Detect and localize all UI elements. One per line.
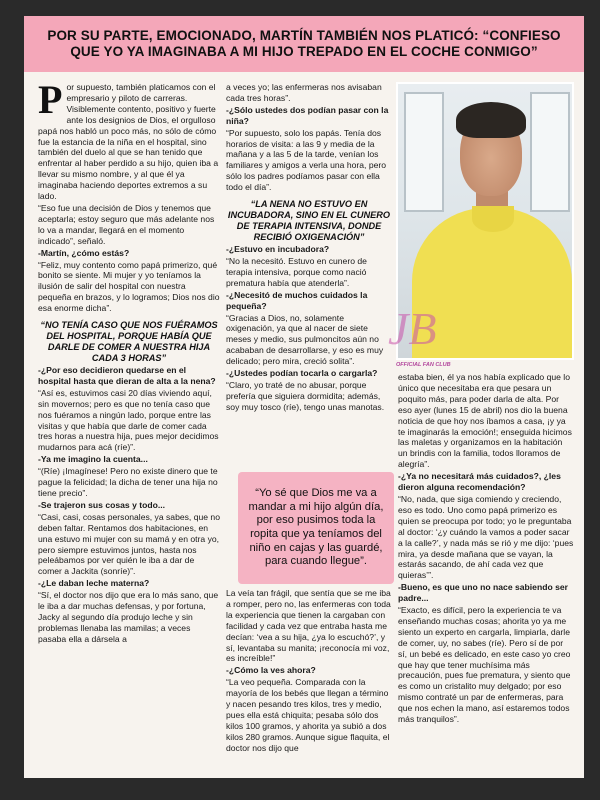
hair-shape [456, 102, 526, 138]
paragraph: “Eso fue una decisión de Dios y tenemos que aceptarla; estoy seguro que más adelante nos lo va a mandar, llegará en el momento indicado”, señaló. [38, 202, 215, 246]
question: -¿Ustedes podían tocarla o cargarla? [226, 368, 378, 379]
drop-cap: P [38, 77, 63, 122]
article-headline: POR SU PARTE, EMOCIONADO, MARTÍN TAMBIÉN NOS PLATICÓ: “CONFIESO QUE YO YA IMAGINABA A MI HIJO TREPADO EN EL COCHE CONMIGO” [47, 28, 561, 59]
question: -Ya me imagino la cuenta... [38, 454, 148, 465]
answer: a veces yo; las enfermeras nos avisaban cada tres horas”. [226, 82, 382, 103]
question: -¿Necesitó de muchos cuidados la pequeña? [226, 289, 368, 311]
highlight-quote: “Yo sé que Dios me va a mandar a mi hijo algún día, por eso pusimos toda la ropita que ya teníamos del niño en cajas y las guardé, para cuando llegue”. [248, 487, 384, 568]
answer: “No la necesitó. Estuvo en cunero de terapia intensiva, porque como nació prematura había que atenderla”. [226, 255, 367, 288]
column-1 [38, 77, 220, 646]
question: -¿Cómo la ves ahora? [226, 665, 316, 676]
answer: “Feliz, muy contento como papá primerizo, qué bonito se siente. Mi mujer y yo teníamos la ilusión de salir del hospital con nuestra pequeña en brazos, y lo logramos; Dios nos dio esa enorme dicha”. [38, 259, 220, 314]
jb-watermark-logo: JB [388, 303, 437, 354]
answer: “La veo pequeña. Comparada con la mayoría de los bebés que llegan a término y nacen pesando tres kilos, tres y medio, pues ella está chiquita; pesaba sólo dos kilos 100 gramos, y ahorita ya subió a dos kilos 280 gramos. Aunque sigue flaquita, el doctor nos dijo que [226, 677, 390, 753]
answer: “Casi, casi, cosas personales, ya sabes, que no deben faltar. Rentamos dos habitaciones, en una estuvo mi mujer con su mamá y en otra yo, pero siempre estuvimos juntos, hasta nos peleábamos por ver quién le iba a dar de comer a Jackita (sonríe)”. [38, 511, 220, 577]
answer: “Sí, el doctor nos dijo que era lo más sano, que le iba a dar muchas defensas, y por fortuna, Jacky al segundo día produjo leche y sin problemas llenaba las mamilas; a veces pasaba ella a dársela a [38, 590, 219, 644]
question: -Martín, ¿cómo estás? [38, 247, 130, 258]
question: -¿Sólo ustedes dos podían pasar con la niña? [226, 104, 389, 126]
question: -¿Por eso decidieron quedarse en el hospital hasta que dieran de alta a la nena? [38, 365, 216, 386]
window-shape [404, 92, 444, 212]
answer: “Claro, yo traté de no abusar, porque prefería que siguiera dormidita; además, soy muy tosco (ríe), tengo unas manotas. [226, 379, 385, 412]
fan-club-watermark: OFFICIAL FAN CLUB [396, 362, 451, 368]
column-2-bottom [226, 588, 392, 755]
pull-quote: “NO TENÍA CASO QUE NOS FUÉRAMOS DEL HOSPITAL, PORQUE HABÍA QUE DARLE DE COMER A NUESTRA HIJA CADA 3 HORAS” [40, 320, 218, 364]
question: -¿Ya no necesitará más cuidados?, ¿les dieron alguna recomendación? [398, 471, 561, 493]
answer: La veía tan frágil, que sentía que se me iba a romper, pero no, las enfermeras con toda la experiencia que tienen la cargaban con facilidad y cada vez que entraba hasta me decían: ‘vea a su hija, ¿ya lo escuchó?’, y sí, levantaba su manita; ¡reconocía mi voz, es increíble!” [226, 588, 391, 664]
answer: “Gracias a Dios, no, solamente oxigenación, ya que al nacer de siete meses y medio, sus pulmoncitos aún no acababan de desarrollarse, y eso es muy delicado; pero mira, creció solita”. [226, 312, 384, 367]
intro-paragraph: Por supuesto, también platicamos con el empresario y piloto de carreras. Visiblemente contento, positivo y fuerte ante los designios de Dios, el orgulloso papá nos habló un poco más, no sólo de cómo fue la estancia de la niña en el hospital, sino también del duelo al que se han tenido que enfrentar al haber perdido a su hijo, quien iba a llevar su mismo nombre, y al que él ya imaginaba haciendo deportes extremos a su lado. [38, 77, 219, 202]
column-3 [398, 372, 574, 726]
answer: “(Ríe) ¡Imagínese! Pero no existe dinero que te pague la felicidad; la dicha de tener una hija no tiene precio”. [38, 466, 218, 498]
window-shape [530, 92, 570, 212]
collar-shape [472, 206, 514, 232]
pull-quote: “LA NENA NO ESTUVO EN INCUBADORA, SINO EN EL CUNERO DE TERAPIA INTENSIVA, DONDE RECIBIÓ OXIGENACIÓN” [227, 199, 391, 243]
magazine-page [24, 16, 584, 778]
question: -¿Estuvo en incubadora? [226, 244, 330, 255]
header-band [24, 16, 584, 72]
answer: “Así es, estuvimos casi 20 días viviendo aquí, sin movernos; pero es que no tenía caso que nos fuéramos a ningún lado, porque entre las visitas y que había que darle de comer cada tres horas a nuestra hija, pues mejor decidimos mudarnos para acá (ríe)”. [38, 387, 219, 453]
question: -Bueno, es que uno no nace sabiendo ser padre... [398, 582, 568, 604]
question: -¿Le daban leche materna? [38, 578, 150, 589]
answer: “Exacto, es difícil, pero la experiencia te va enseñando muchas cosas; ahorita yo ya me siento un experto en cargarla, limpiarla, darle de comer, uy, no sabes (ríe). Pero sí de por sí, un bebé es delicado, en este caso yo creo que hay que tener muchísima más precaución, pues fue prematura, y siento que es como un cristalito muy delgado; por eso mismo contraté un par de enfermeras, para que nos echen la mano, así estaremos todos más tranquilos”. [398, 605, 571, 725]
highlight-quote-box [238, 472, 394, 584]
column-2 [226, 82, 392, 414]
answer: “No, nada, que siga comiendo y creciendo, eso es todo. Uno como papá primerizo es quien se preocupa por todo; yo le preguntaba al doctor: ‘¿y cuándo la vamos a poder sacar a la calle?’, y nada más se rió y me dijo: ‘pues mira, ya desde mañana que se vayan, la estarás sacando, de ahí cada vez que quieras’”. [398, 493, 574, 581]
answer: “Por supuesto, solo los papás. Tenía dos horarios de visita: a las 9 y media de la mañana y a las 5 de la tarde, venían los familiares y amigos a verla una hora, pero sólo los padres podíamos pasar con ella todo el día”. [226, 127, 387, 193]
question: -Se trajeron sus cosas y todo... [38, 499, 166, 510]
answer: estaba bien, él ya nos había explicado que lo único que necesitaba era que pesara un poquito más, para poder darla de alta. Por eso ayer (lunes 15 de abril) nos dio la buena noticia de que hoy nos íbamos a casa, ¡y ya te imaginarás la emoción!; enseguida hicimos las maletas y organizamos en la habitación un brindis con la familia, todos lloramos de alegría”. [398, 372, 572, 470]
